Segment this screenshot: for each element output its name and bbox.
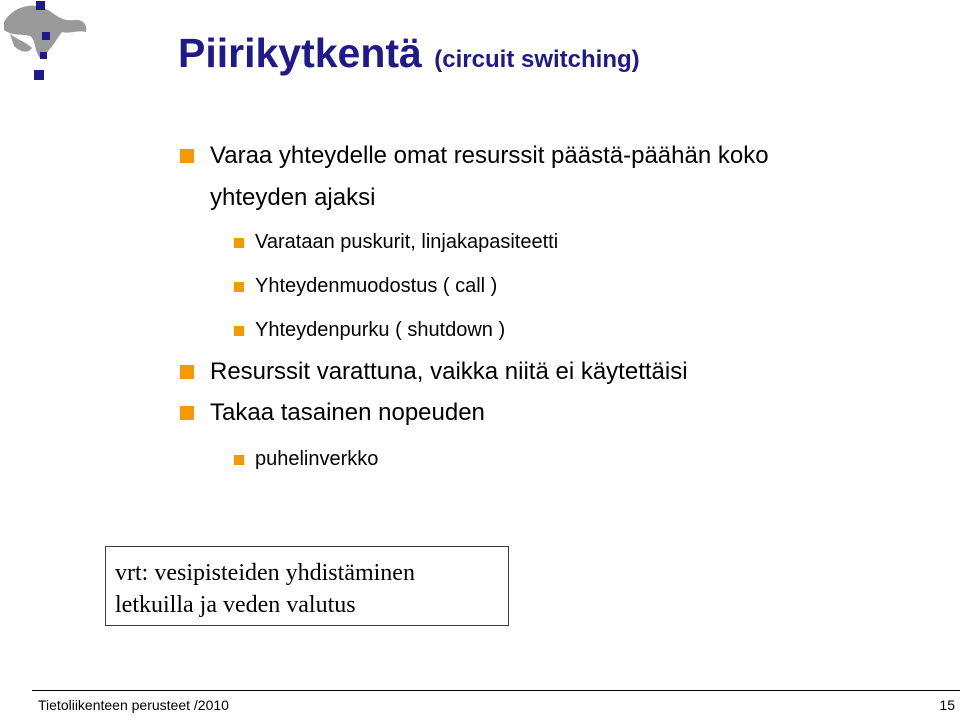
sub-bullet-text: Varataan puskurit, linjakapasiteetti (255, 231, 559, 253)
bullet-text: Resurssit varattuna, vaikka niitä ei käytettäisi (210, 358, 688, 385)
sub-bullet-item (255, 446, 378, 472)
bullet-item (210, 357, 688, 387)
title-subtitle: (circuit switching) (434, 46, 640, 73)
title-text: Piirikytkentä (178, 30, 422, 76)
square-bullet-icon (234, 326, 244, 336)
bullet-text: Varaa yhteydelle omat resurssit päästä-päähän koko (210, 142, 769, 169)
bullet-continuation (210, 183, 375, 213)
bullet-text: yhteyden ajaksi (210, 184, 376, 211)
square-bullet-icon (234, 282, 244, 292)
sub-bullet-text: Yhteydenpurku ( shutdown ) (255, 319, 506, 341)
square-bullet-icon (180, 406, 194, 420)
bullet-item (210, 398, 485, 428)
square-bullet-icon (180, 149, 194, 163)
note-line: letkuilla ja veden valutus (115, 592, 356, 618)
sub-bullet-item (255, 229, 558, 255)
square-bullet-icon (234, 455, 244, 465)
bullet-text: Takaa tasainen nopeuden (210, 399, 485, 426)
square-bullet-icon (180, 365, 194, 379)
footer-course: Tietoliikenteen perusteet /2010 (38, 697, 229, 713)
sub-bullet-text: Yhteydenmuodostus ( call ) (255, 275, 498, 297)
sub-bullet-text: puhelinverkko (255, 448, 379, 470)
page-number: 15 (939, 697, 955, 713)
note-line: vrt: vesipisteiden yhdistäminen (115, 560, 415, 586)
sub-bullet-item (255, 273, 497, 299)
bullet-item (210, 141, 769, 171)
sub-bullet-item (255, 317, 505, 343)
square-bullet-icon (234, 238, 244, 248)
footer-divider (32, 690, 960, 691)
note-box (105, 546, 509, 626)
